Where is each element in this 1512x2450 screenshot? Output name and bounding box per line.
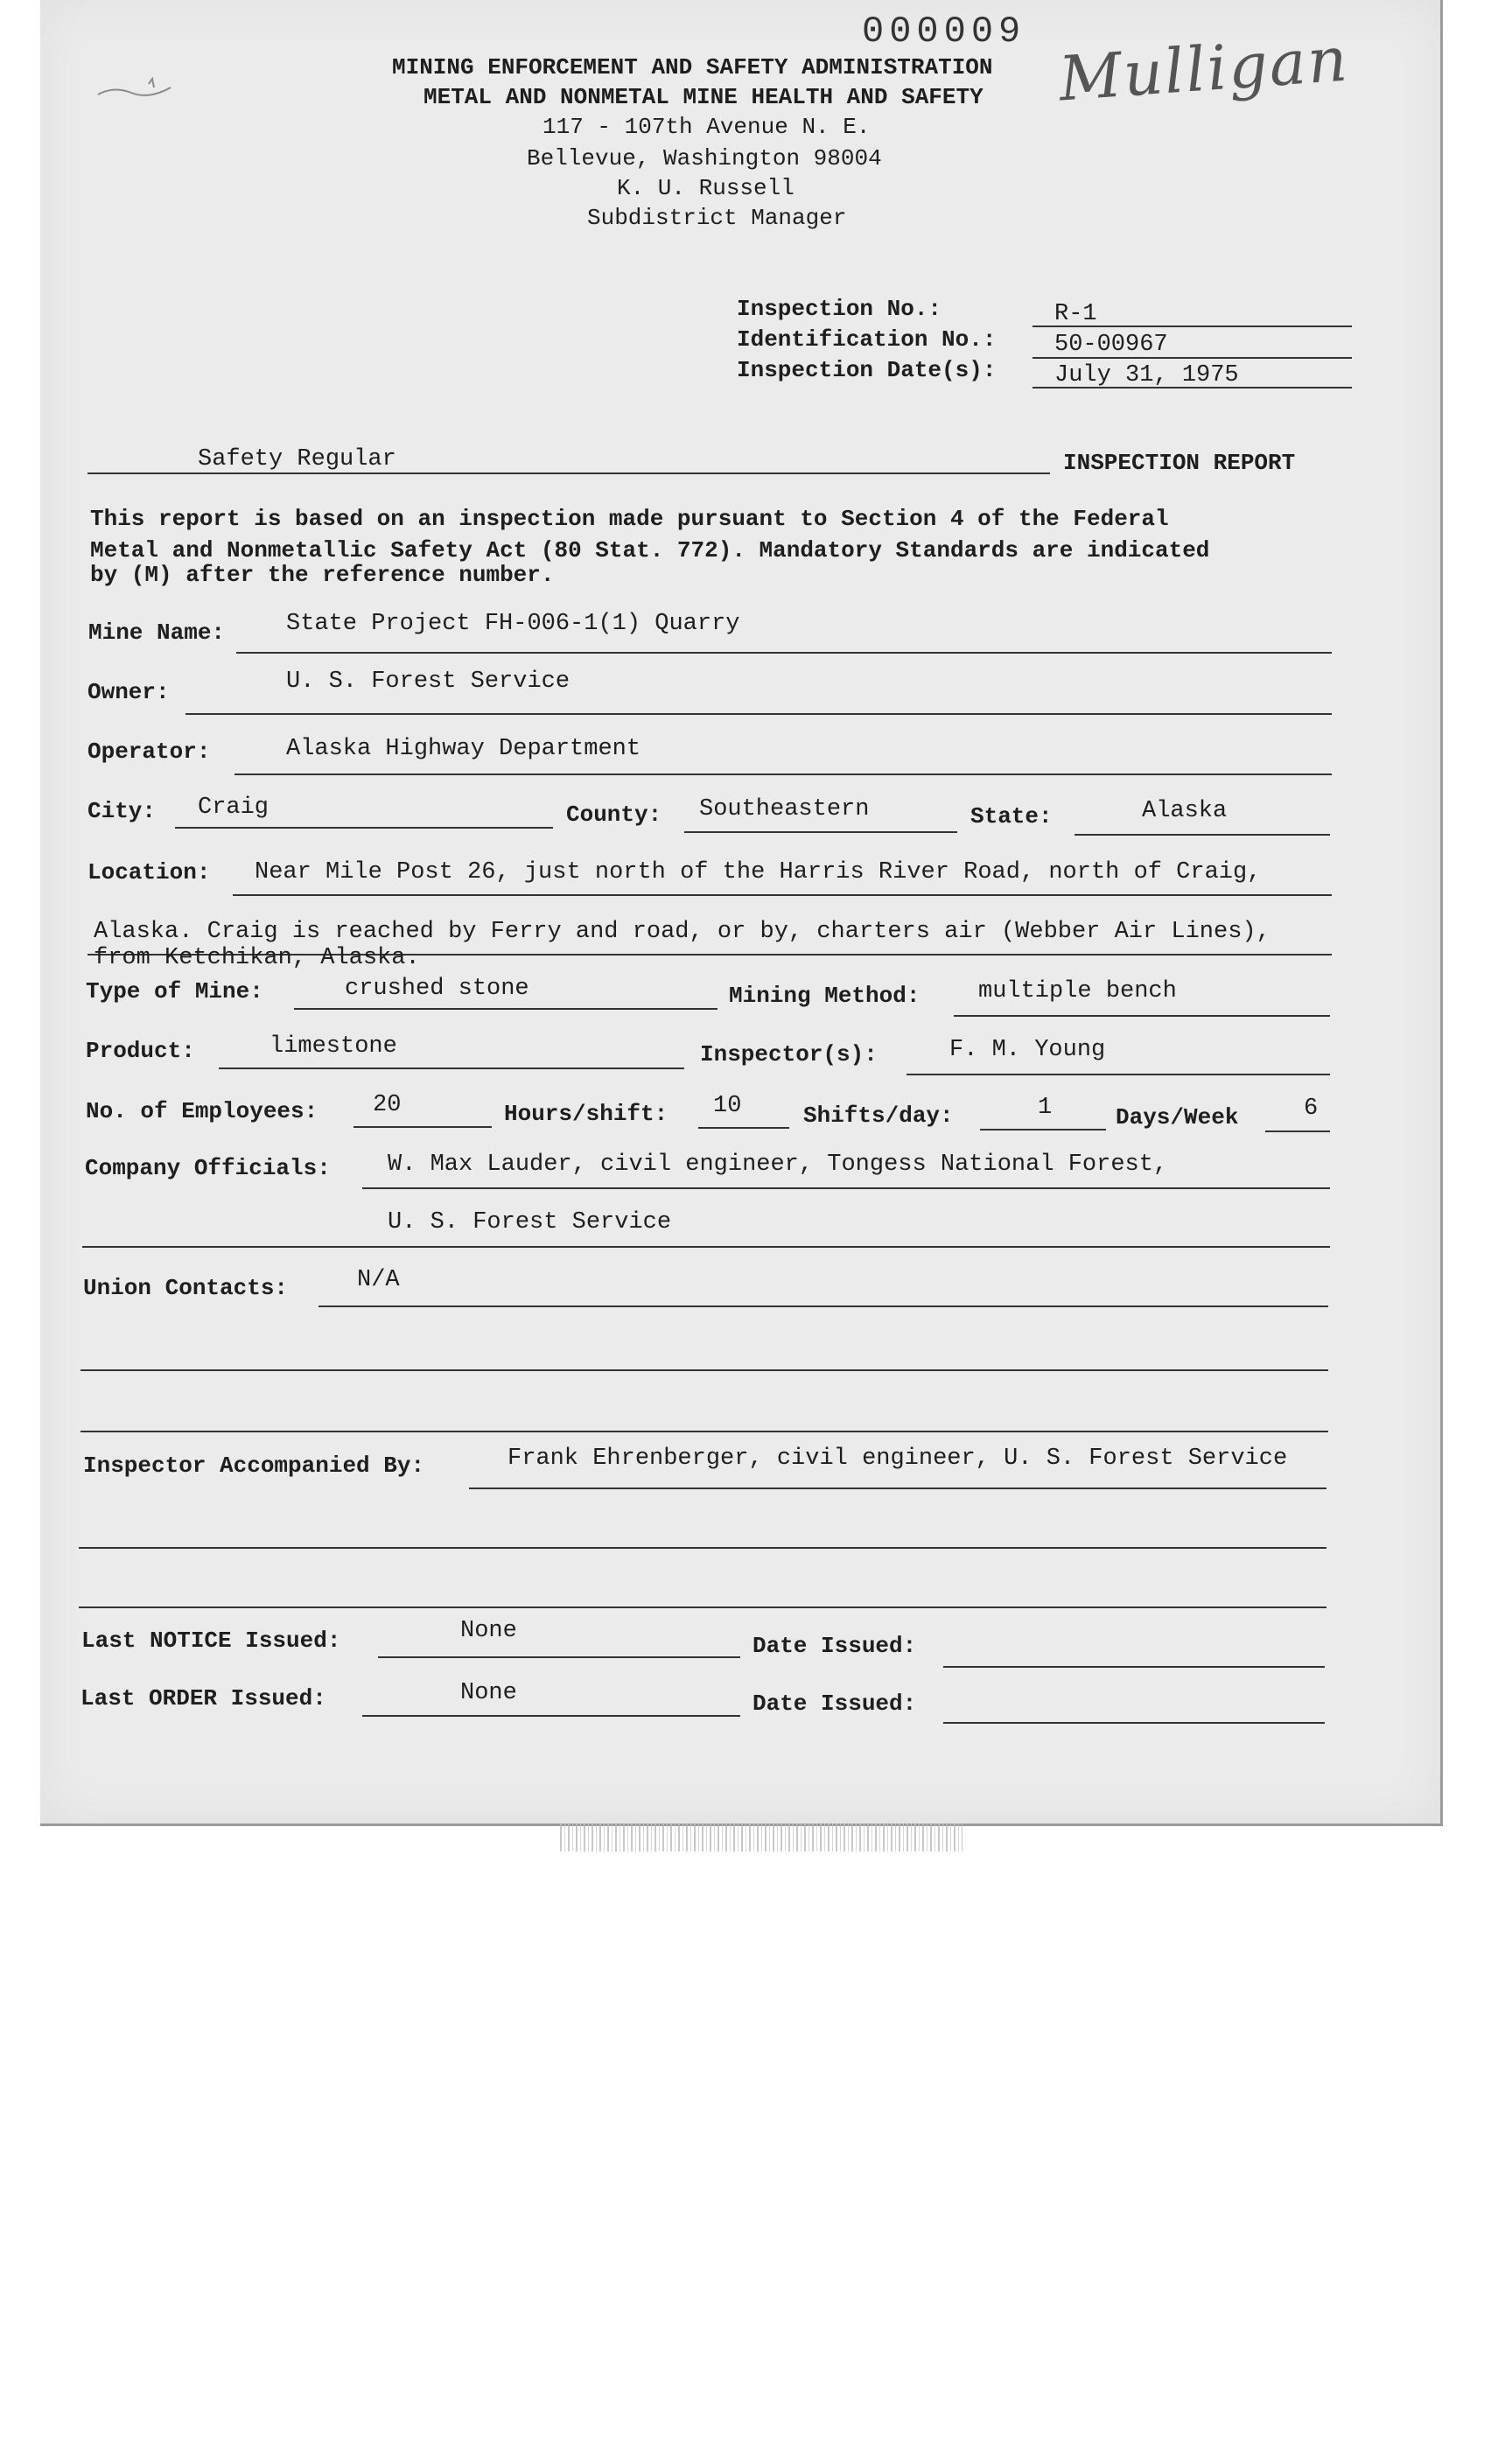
city-line — [175, 827, 553, 829]
letterhead-street: 117 - 107th Avenue N. E. — [542, 114, 871, 140]
city-value: Craig — [198, 794, 270, 821]
order-date-label: Date Issued: — [752, 1690, 917, 1717]
accompanied-label: Inspector Accompanied By: — [83, 1452, 425, 1479]
union-line-2 — [80, 1369, 1328, 1371]
type-of-mine-value: crushed stone — [345, 976, 529, 1002]
product-label: Product: — [86, 1038, 195, 1064]
inspectors-line — [906, 1074, 1330, 1075]
state-value: Alaska — [1142, 798, 1228, 824]
last-notice-line — [378, 1656, 740, 1658]
report-title: INSPECTION REPORT — [1063, 450, 1296, 476]
inspectors-value: F. M. Young — [949, 1037, 1106, 1063]
location-label: Location: — [88, 859, 211, 886]
accompanied-line-1 — [469, 1488, 1326, 1489]
product-value: limestone — [270, 1033, 397, 1060]
mine-name-value: State Project FH-006-1(1) Quarry — [286, 611, 740, 637]
state-label: State: — [970, 803, 1053, 830]
order-date-line — [943, 1722, 1325, 1724]
hours-line — [698, 1127, 789, 1129]
product-line — [219, 1068, 684, 1069]
last-notice-value: None — [460, 1618, 517, 1644]
employees-label: No. of Employees: — [86, 1098, 318, 1124]
county-line — [684, 831, 957, 833]
accompanied-line-3 — [79, 1606, 1326, 1608]
shifts-value: 1 — [1038, 1095, 1053, 1121]
accompanied-line-2 — [79, 1547, 1326, 1549]
location-value-line-2: Alaska. Craig is reached by Ferry and road, or by, charters air (Webber Air Lines), — [94, 919, 1270, 945]
smudge-mark — [96, 77, 175, 103]
letterhead-agency: MINING ENFORCEMENT AND SAFETY ADMINISTRATION — [392, 54, 993, 80]
letterhead-manager-title: Subdistrict Manager — [587, 205, 847, 231]
hours-label: Hours/shift: — [504, 1101, 668, 1127]
report-type: Safety Regular — [198, 446, 396, 472]
union-line-1 — [318, 1306, 1328, 1307]
mine-name-label: Mine Name: — [88, 620, 226, 646]
inspectors-label: Inspector(s): — [700, 1041, 878, 1068]
city-label: City: — [88, 798, 157, 824]
intro-line-3: by (M) after the reference number. — [90, 562, 555, 588]
operator-label: Operator: — [88, 738, 211, 765]
inspection-no-value: R-1 — [1054, 301, 1097, 327]
mine-name-line — [236, 652, 1332, 654]
officials-value-line-1: W. Max Lauder, civil engineer, Tongess National Forest, — [388, 1152, 1168, 1178]
accompanied-value: Frank Ehrenberger, civil engineer, U. S. Forest Service — [508, 1446, 1288, 1472]
intro-line-2: Metal and Nonmetallic Safety Act (80 Stat. 772). Mandatory Standards are indicated — [90, 537, 1210, 564]
shifts-line — [980, 1129, 1106, 1130]
operator-value: Alaska Highway Department — [286, 736, 641, 762]
mining-method-line — [954, 1015, 1330, 1017]
identification-no-label: Identification No.: — [737, 326, 997, 353]
type-of-mine-label: Type of Mine: — [86, 978, 263, 1004]
location-value-line-3: from Ketchikan, Alaska. — [94, 945, 420, 971]
owner-label: Owner: — [88, 679, 170, 705]
inspection-dates-label: Inspection Date(s): — [737, 357, 997, 383]
scan-edge-marks — [560, 1824, 962, 1852]
officials-line-2 — [82, 1246, 1330, 1248]
shifts-label: Shifts/day: — [803, 1102, 954, 1129]
last-order-label: Last ORDER Issued: — [80, 1685, 326, 1712]
union-value: N/A — [357, 1267, 400, 1293]
county-value: Southeastern — [699, 796, 870, 822]
union-line-3 — [80, 1431, 1328, 1432]
mining-method-value: multiple bench — [978, 978, 1177, 1004]
union-label: Union Contacts: — [83, 1275, 289, 1301]
inspection-dates-value: July 31, 1975 — [1054, 362, 1239, 388]
owner-line — [186, 713, 1332, 715]
officials-line-1 — [362, 1187, 1330, 1189]
document-page — [40, 0, 1443, 1826]
intro-line-1: This report is based on an inspection made pursuant to Section 4 of the Federal — [90, 506, 1169, 532]
stamp-number: 000009 — [862, 10, 1026, 52]
last-order-value: None — [460, 1680, 517, 1706]
handwritten-signature: Mulligan — [1056, 23, 1352, 116]
report-type-line — [88, 472, 1050, 474]
identification-no-line — [1032, 357, 1352, 359]
officials-label: Company Officials: — [85, 1155, 331, 1181]
last-notice-label: Last NOTICE Issued: — [81, 1628, 341, 1654]
state-line — [1074, 834, 1330, 836]
county-label: County: — [566, 802, 662, 828]
mining-method-label: Mining Method: — [729, 983, 920, 1009]
employees-value: 20 — [373, 1092, 402, 1118]
last-order-line — [362, 1715, 740, 1717]
notice-date-label: Date Issued: — [752, 1633, 917, 1659]
employees-line — [354, 1126, 492, 1128]
location-line-1 — [233, 894, 1332, 896]
location-value-line-1: Near Mile Post 26, just north of the Harris River Road, north of Craig, — [255, 859, 1262, 886]
type-of-mine-line — [294, 1008, 718, 1010]
operator-line — [234, 774, 1332, 775]
letterhead-manager-name: K. U. Russell — [617, 175, 794, 201]
days-value: 6 — [1304, 1096, 1319, 1122]
letterhead-division: METAL AND NONMETAL MINE HEALTH AND SAFETY — [424, 84, 984, 110]
officials-value-line-2: U. S. Forest Service — [388, 1209, 672, 1236]
days-label: Days/Week — [1116, 1104, 1239, 1130]
owner-value: U. S. Forest Service — [286, 668, 570, 695]
letterhead-city: Bellevue, Washington 98004 — [527, 145, 882, 172]
hours-value: 10 — [713, 1093, 742, 1119]
inspection-no-line — [1032, 326, 1352, 327]
identification-no-value: 50-00967 — [1054, 332, 1168, 358]
inspection-dates-line — [1032, 387, 1352, 388]
notice-date-line — [943, 1666, 1325, 1668]
days-line — [1265, 1130, 1330, 1132]
inspection-no-label: Inspection No.: — [737, 296, 942, 322]
